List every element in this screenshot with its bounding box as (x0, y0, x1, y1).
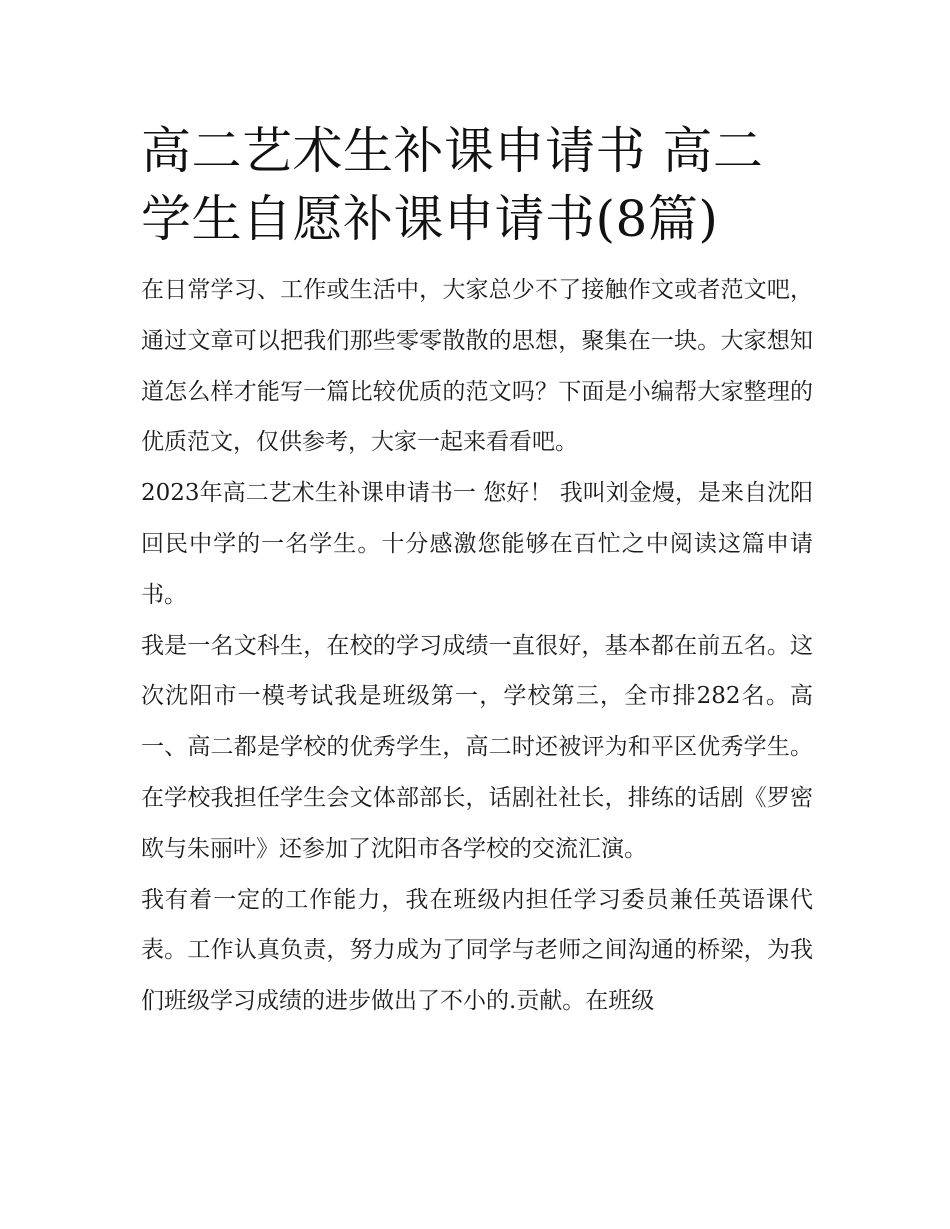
paragraph-list (141, 265, 813, 1027)
document-body (141, 117, 813, 1027)
paragraph-work-ability: 我有着一定的工作能力，我在班级内担任学习委员兼任英语课代表。工作认真负责，努力成为了同学与老师之间沟通的桥梁，为我们班级学习成绩的进步做出了不小的.贡献。在班级 (141, 886, 813, 1015)
paragraph-greeting: 2023年高二艺术生补课申请书一 您好！ 我叫刘金熳，是来自沈阳回民中学的一名学生。十分感激您能够在百忙之中阅读这篇申请书。 (141, 480, 813, 608)
paragraph-intro: 在日常学习、工作或生活中，大家总少不了接触作文或者范文吧，通过文章可以把我们那些零零散散的思想，聚集在一块。大家想知道怎么样才能写一篇比较优质的范文吗？下面是小编帮大家整理的优质范文，仅供参考，大家一起来看看吧。 (141, 277, 813, 456)
document-title: 高二艺术生补课申请书 高二学生自愿补课申请书(8篇) (141, 122, 764, 248)
paragraph-academics: 我是一名文科生，在校的学习成绩一直很好，基本都在前五名。这次沈阳市一模考试我是班级第一，学校第三，全市排282名。高一、高二都是学校的优秀学生，高二时还被评为和平区优秀学生。在学校我担任学生会文体部部长，话剧社社长，排练的话剧《罗密欧与朱丽叶》还参加了沈阳市各学校的交流汇演。 (141, 632, 813, 862)
